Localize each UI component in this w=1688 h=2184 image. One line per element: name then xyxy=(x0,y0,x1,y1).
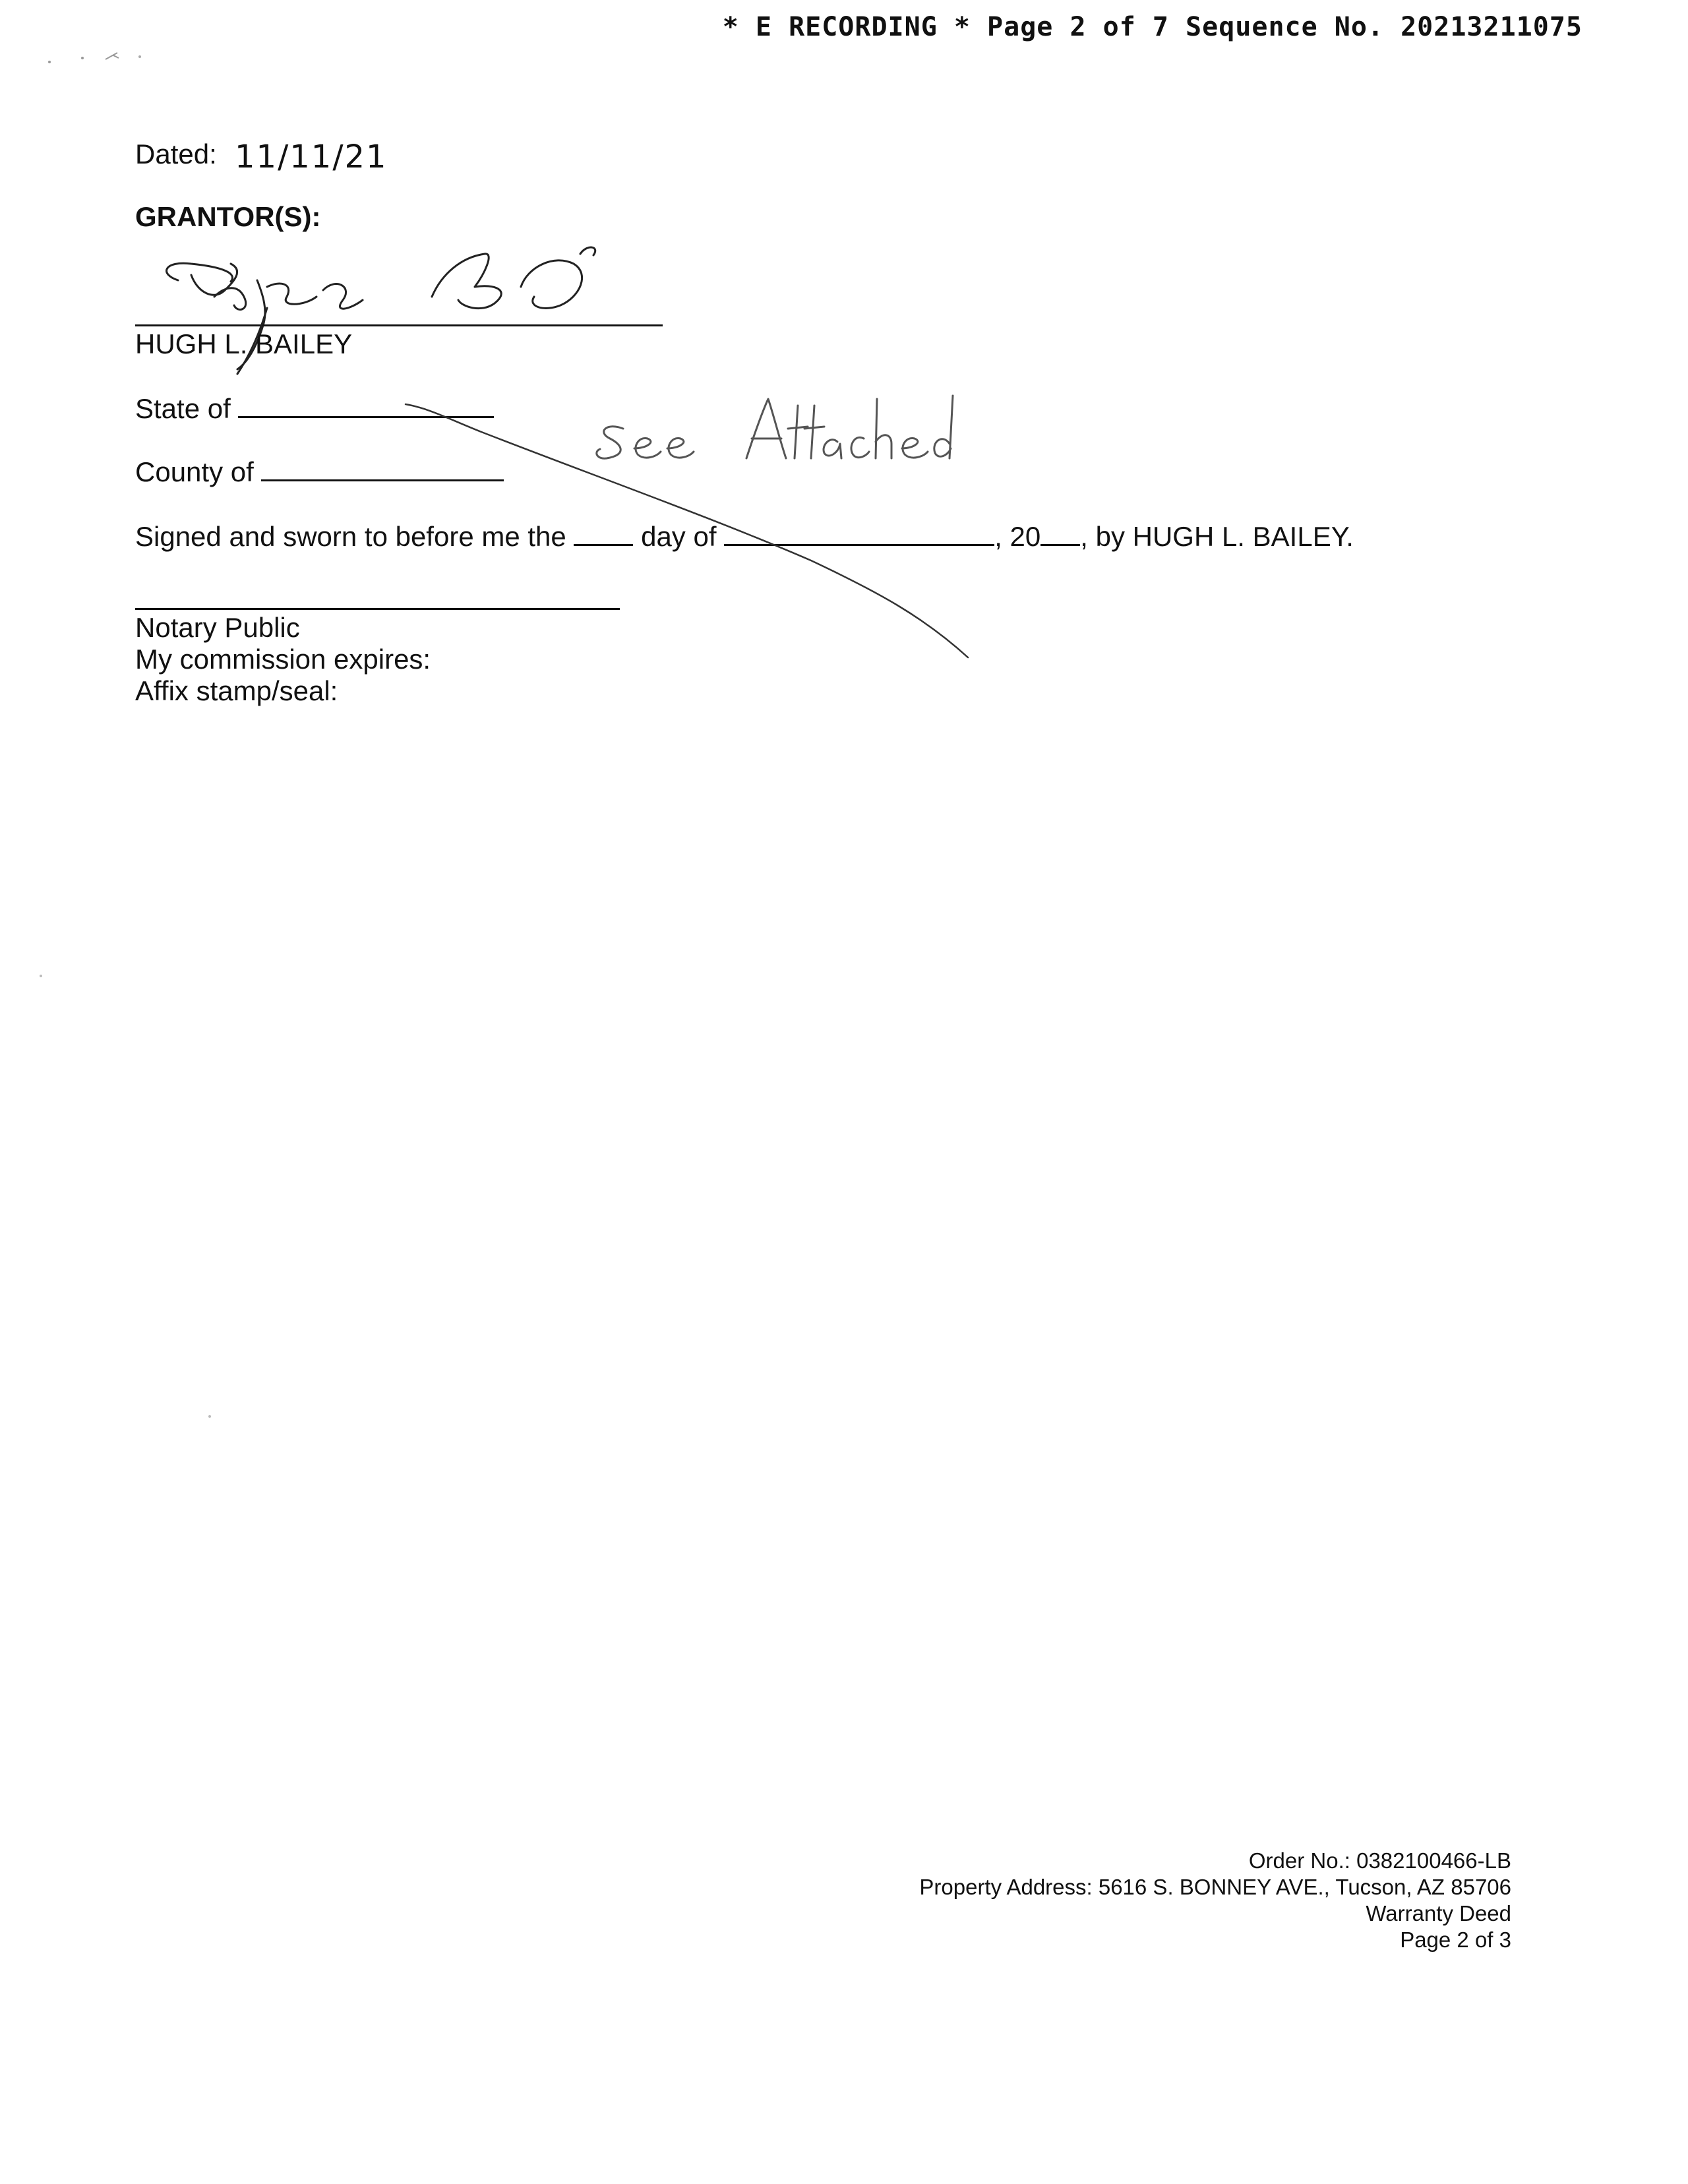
dated-value: 11/11/21 xyxy=(235,138,388,175)
order-number: Order No.: 0382100466-LB xyxy=(1248,1848,1511,1873)
signature-line xyxy=(135,324,663,326)
document-footer xyxy=(919,1848,1511,1953)
sworn-day-text: day of xyxy=(641,521,717,552)
property-address: Property Address: 5616 S. BONNEY AVE., Tucson, AZ 85706 xyxy=(919,1875,1511,1899)
commission-label: My commission expires: xyxy=(135,644,431,675)
grantor-heading: GRANTOR(S): xyxy=(135,201,321,232)
strike-through-line xyxy=(402,399,976,663)
stamp-label: Affix stamp/seal: xyxy=(135,675,338,706)
grantor-name: HUGH L. BAILEY xyxy=(135,328,353,359)
sworn-year-blank xyxy=(1040,522,1080,546)
sworn-prefix: Signed and sworn to before me the xyxy=(135,521,566,552)
signature-slash xyxy=(234,305,274,377)
dated-label: Dated: xyxy=(135,138,217,169)
recording-header: * E RECORDING * Page 2 of 7 Sequence No. 20213211075 xyxy=(722,12,1582,42)
notary-public-label: Notary Public xyxy=(135,612,300,643)
document-type: Warranty Deed xyxy=(1366,1901,1511,1926)
sworn-suffix: , by HUGH L. BAILEY. xyxy=(1080,521,1354,552)
state-label: State of xyxy=(135,393,231,424)
sworn-year-text: , 20 xyxy=(994,521,1041,552)
footer-page-number: Page 2 of 3 xyxy=(1400,1927,1511,1952)
county-label: County of xyxy=(135,456,254,487)
